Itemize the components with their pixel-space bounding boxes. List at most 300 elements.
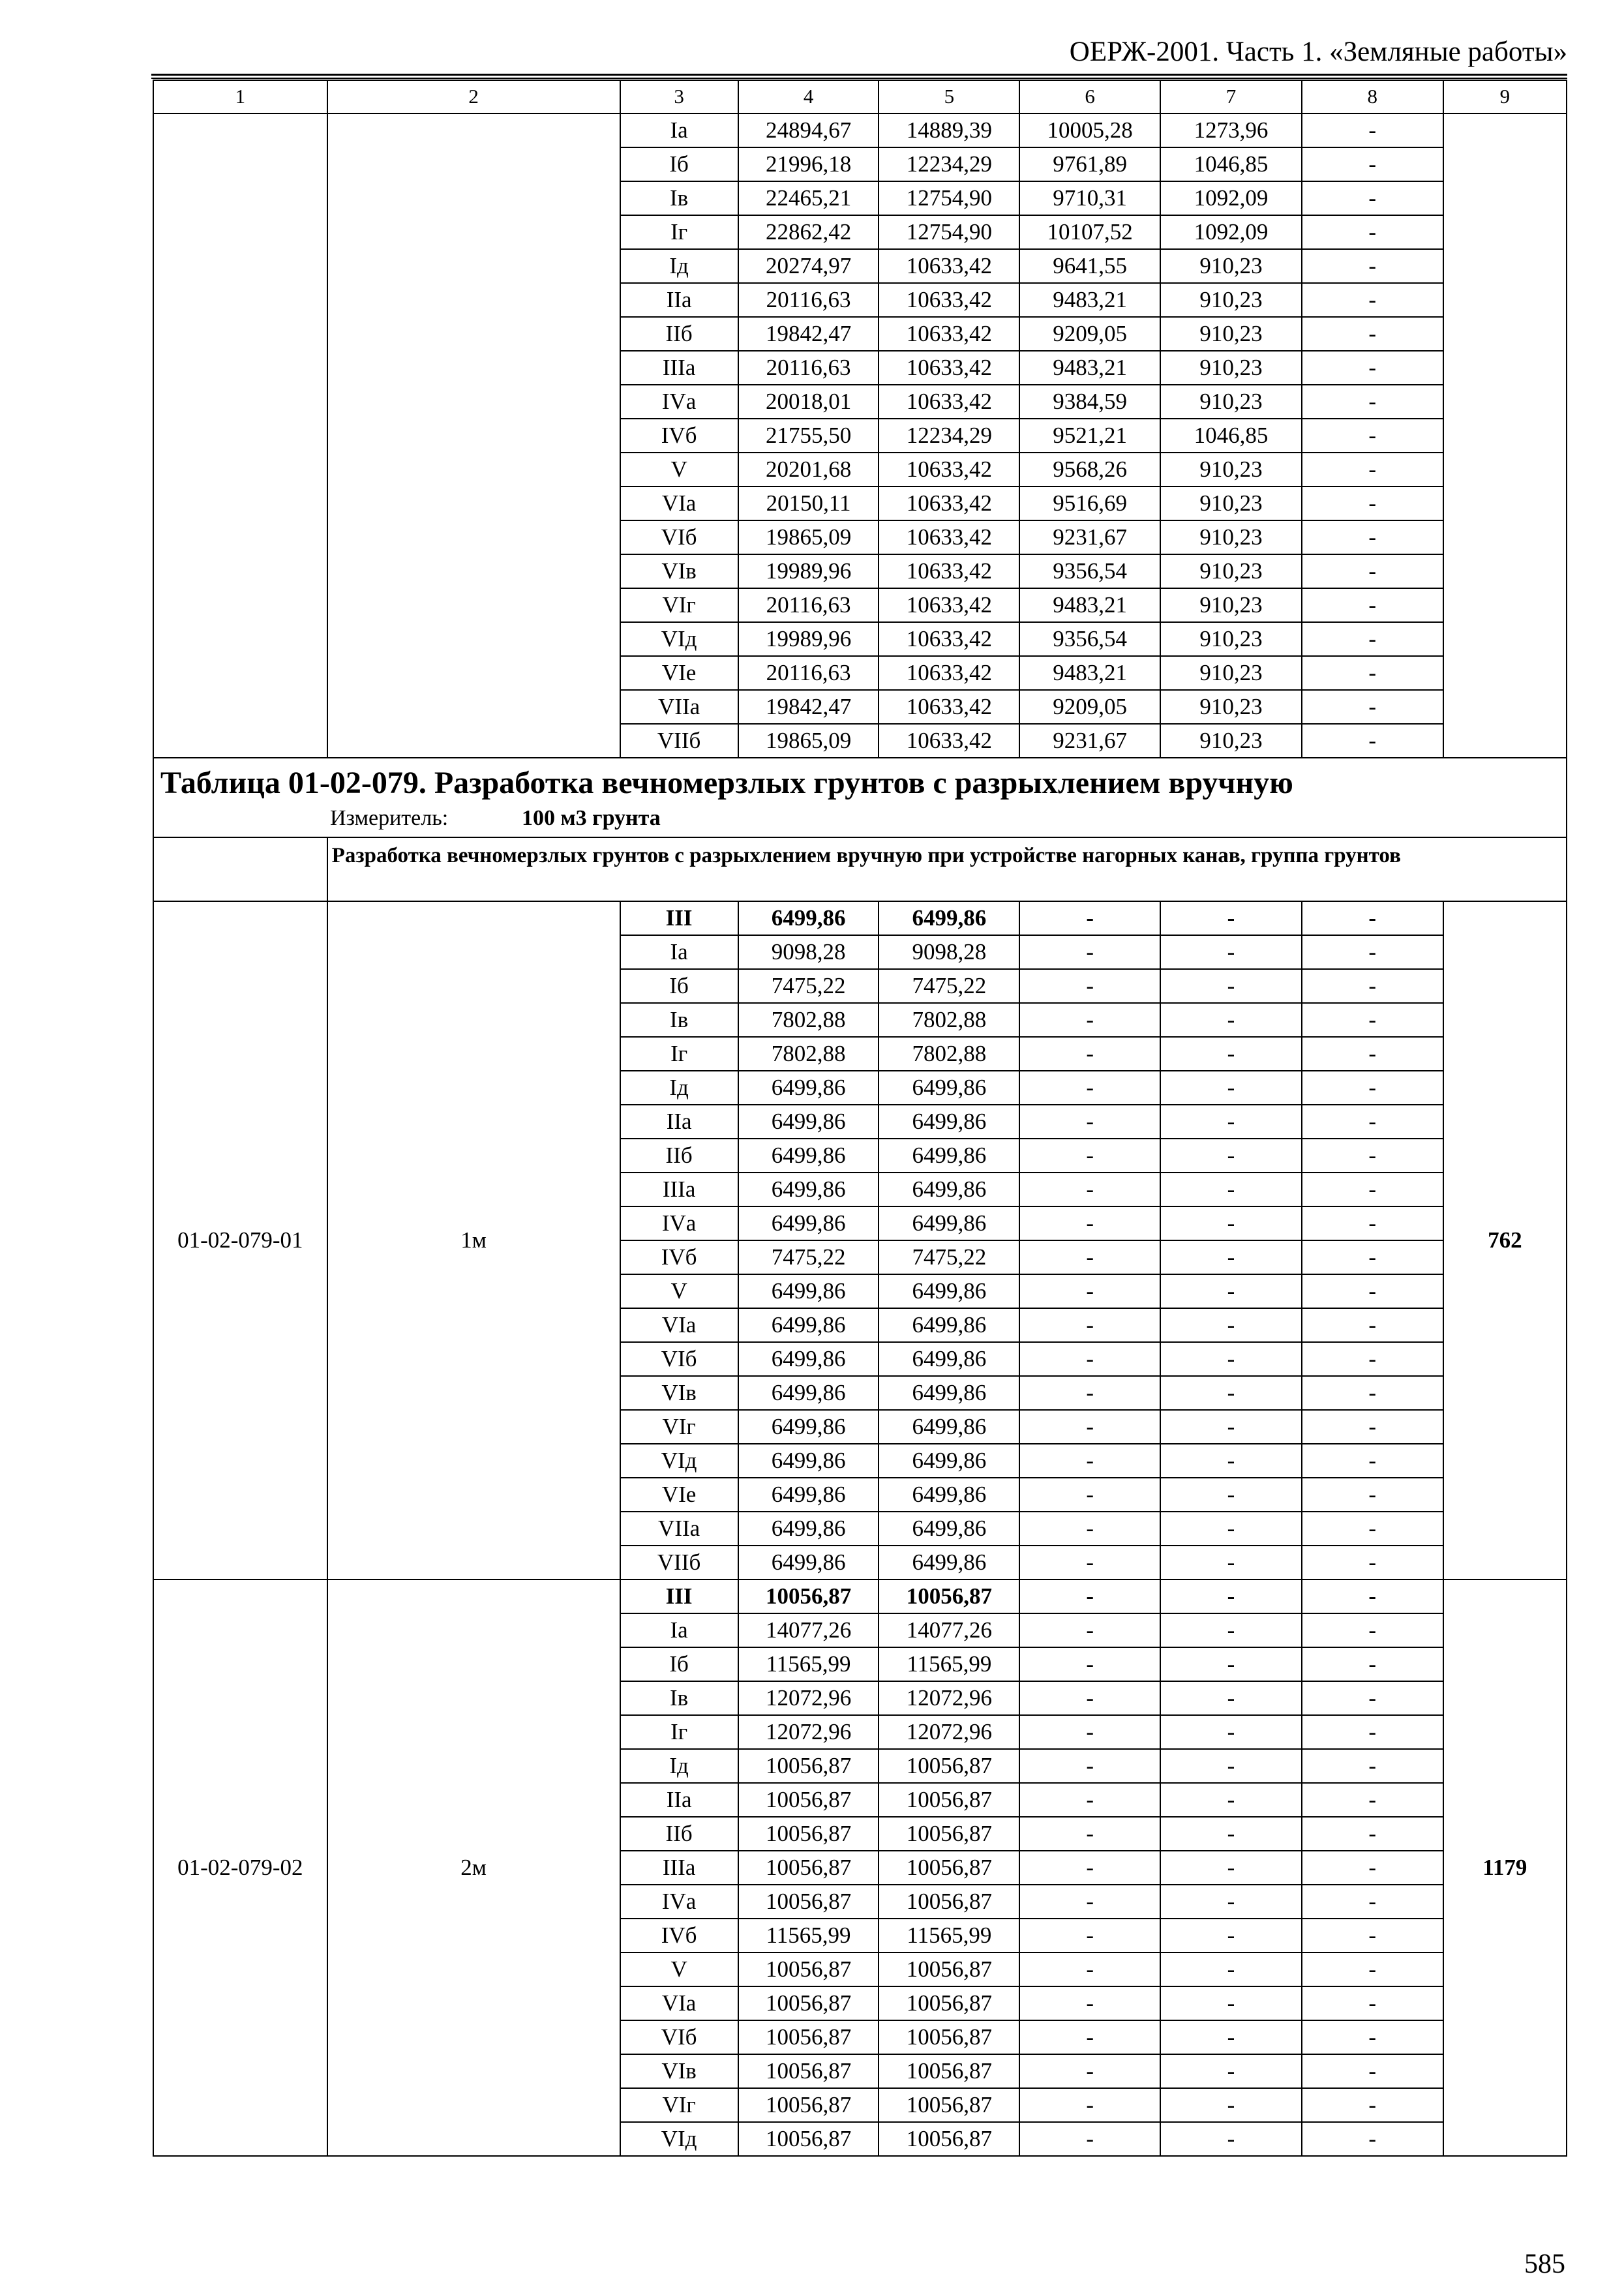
soil-group-cell: VIа [620, 1986, 738, 2020]
soil-group-cell: VIIа [620, 690, 738, 724]
value-cell: - [1160, 2122, 1302, 2156]
value-cell: - [1302, 1308, 1443, 1342]
value-cell: 910,23 [1160, 317, 1302, 351]
soil-group-cell: VIг [620, 588, 738, 622]
value-cell: 19842,47 [738, 690, 879, 724]
value-cell: 1273,96 [1160, 113, 1302, 147]
soil-group-cell: Iд [620, 249, 738, 283]
value-cell: 9521,21 [1019, 419, 1160, 453]
value-cell: - [1160, 1919, 1302, 1952]
value-cell: 19842,47 [738, 317, 879, 351]
value-cell: 6499,86 [879, 1478, 1019, 1512]
value-cell: - [1019, 1071, 1160, 1105]
value-cell: 11565,99 [738, 1647, 879, 1681]
rate-total: 762 [1443, 901, 1567, 1579]
value-cell: - [1160, 1885, 1302, 1919]
value-cell: 9516,69 [1019, 486, 1160, 520]
table-title: Таблица 01-02-079. Разработка вечномерзлых грунтов с разрыхлением вручную [160, 766, 1293, 800]
value-cell: - [1019, 1986, 1160, 2020]
value-cell: - [1302, 1342, 1443, 1376]
value-cell: - [1302, 181, 1443, 215]
soil-group-cell: Iд [620, 1749, 738, 1783]
column-number: 5 [879, 80, 1019, 113]
value-cell: 21755,50 [738, 419, 879, 453]
value-cell: 6499,86 [738, 1342, 879, 1376]
value-cell: - [1019, 1783, 1160, 1817]
soil-group-cell: IIIа [620, 1173, 738, 1206]
value-cell: 6499,86 [738, 1410, 879, 1444]
unit-label: Измеритель: [330, 805, 449, 830]
value-cell: - [1160, 1444, 1302, 1478]
column-number: 4 [738, 80, 879, 113]
value-cell: 19865,09 [738, 724, 879, 758]
value-cell: 20018,01 [738, 385, 879, 419]
value-cell: 20274,97 [738, 249, 879, 283]
value-cell: 9483,21 [1019, 351, 1160, 385]
value-cell: 6499,86 [738, 1274, 879, 1308]
value-cell: - [1019, 1037, 1160, 1071]
value-cell: - [1160, 1986, 1302, 2020]
value-cell: 6499,86 [879, 1410, 1019, 1444]
value-cell: 910,23 [1160, 249, 1302, 283]
soil-group-cell: Iг [620, 1715, 738, 1749]
value-cell: - [1160, 935, 1302, 969]
value-cell: 9483,21 [1019, 283, 1160, 317]
value-cell: - [1302, 1885, 1443, 1919]
soil-group-cell: IVб [620, 1919, 738, 1952]
value-cell: 10633,42 [879, 317, 1019, 351]
value-cell: 9483,21 [1019, 588, 1160, 622]
column-number: 9 [1443, 80, 1567, 113]
value-cell: 9356,54 [1019, 622, 1160, 656]
value-cell: - [1302, 1240, 1443, 1274]
value-cell: 7802,88 [738, 1037, 879, 1071]
value-cell: 9641,55 [1019, 249, 1160, 283]
value-cell: - [1019, 1342, 1160, 1376]
value-cell: - [1160, 1071, 1302, 1105]
soil-group-cell: VIд [620, 2122, 738, 2156]
value-cell: - [1302, 1546, 1443, 1579]
value-cell: - [1160, 901, 1302, 935]
value-cell: 12234,29 [879, 419, 1019, 453]
value-cell: 22862,42 [738, 215, 879, 249]
value-cell: 10056,87 [738, 2122, 879, 2156]
value-cell: 6499,86 [879, 1546, 1019, 1579]
soil-group-cell: IVб [620, 419, 738, 453]
value-cell: - [1302, 1037, 1443, 1071]
value-cell: 11565,99 [738, 1919, 879, 1952]
value-cell: 6499,86 [879, 1444, 1019, 1478]
soil-group-cell: VIб [620, 520, 738, 554]
soil-group-cell: III [620, 1579, 738, 1613]
rate-code: 01-02-079-01 [153, 901, 327, 1579]
value-cell: - [1302, 1783, 1443, 1817]
value-cell: - [1302, 2122, 1443, 2156]
value-cell: 7475,22 [879, 1240, 1019, 1274]
value-cell: - [1302, 1579, 1443, 1613]
value-cell: - [1302, 1105, 1443, 1139]
value-cell: 6499,86 [879, 1071, 1019, 1105]
value-cell: - [1302, 1851, 1443, 1885]
value-cell: - [1019, 1478, 1160, 1512]
soil-group-cell: IIIа [620, 351, 738, 385]
value-cell: 10056,87 [879, 2088, 1019, 2122]
soil-group-cell: Iв [620, 181, 738, 215]
soil-group-cell: Iг [620, 215, 738, 249]
value-cell: 21996,18 [738, 147, 879, 181]
value-cell: 10056,87 [879, 1817, 1019, 1851]
value-cell: 910,23 [1160, 351, 1302, 385]
table-title-cell [153, 758, 1567, 837]
value-cell: 9710,31 [1019, 181, 1160, 215]
soil-group-cell: VIг [620, 1410, 738, 1444]
value-cell: 9568,26 [1019, 453, 1160, 486]
value-cell: 910,23 [1160, 283, 1302, 317]
value-cell: 20116,63 [738, 656, 879, 690]
value-cell: 1046,85 [1160, 419, 1302, 453]
value-cell: 10633,42 [879, 622, 1019, 656]
value-cell: - [1302, 935, 1443, 969]
value-cell: - [1302, 1613, 1443, 1647]
value-cell: - [1019, 1105, 1160, 1139]
value-cell: 6499,86 [738, 1173, 879, 1206]
value-cell: - [1302, 486, 1443, 520]
value-cell: 10056,87 [879, 2020, 1019, 2054]
value-cell: - [1302, 1749, 1443, 1783]
value-cell: - [1160, 1105, 1302, 1139]
soil-group-cell: IVа [620, 1885, 738, 1919]
soil-group-cell: VIв [620, 554, 738, 588]
value-cell: - [1302, 622, 1443, 656]
value-cell: - [1160, 2088, 1302, 2122]
value-cell: 10633,42 [879, 385, 1019, 419]
value-cell: 10633,42 [879, 588, 1019, 622]
value-cell: 10633,42 [879, 656, 1019, 690]
value-cell: - [1160, 1206, 1302, 1240]
value-cell: 11565,99 [879, 1647, 1019, 1681]
value-cell: 11565,99 [879, 1919, 1019, 1952]
value-cell: - [1302, 419, 1443, 453]
value-cell: - [1302, 147, 1443, 181]
soil-group-cell: IVа [620, 1206, 738, 1240]
value-cell: 19989,96 [738, 622, 879, 656]
value-cell: - [1019, 1003, 1160, 1037]
value-cell: - [1302, 1919, 1443, 1952]
value-cell: - [1019, 1173, 1160, 1206]
value-cell: 10056,87 [879, 1783, 1019, 1817]
soil-group-cell: IVб [620, 1240, 738, 1274]
value-cell: - [1302, 1376, 1443, 1410]
value-cell: - [1302, 1478, 1443, 1512]
soil-group-cell: Iд [620, 1071, 738, 1105]
value-cell: 7475,22 [738, 969, 879, 1003]
soil-group-cell: Iг [620, 1037, 738, 1071]
value-cell: 10056,87 [879, 1986, 1019, 2020]
group-heading-cell [327, 837, 1567, 901]
soil-group-cell: Iв [620, 1681, 738, 1715]
soil-group-cell: V [620, 1274, 738, 1308]
value-cell: 6499,86 [738, 1139, 879, 1173]
value-cell: 9098,28 [738, 935, 879, 969]
value-cell: 10056,87 [738, 2020, 879, 2054]
value-cell: 10633,42 [879, 554, 1019, 588]
value-cell: 12234,29 [879, 147, 1019, 181]
value-cell: - [1019, 1952, 1160, 1986]
value-cell: - [1302, 2088, 1443, 2122]
value-cell: - [1302, 969, 1443, 1003]
header-rule-thin [151, 78, 1567, 79]
soil-group-cell: Iб [620, 969, 738, 1003]
name-cell [327, 113, 620, 758]
value-cell: 6499,86 [879, 1173, 1019, 1206]
value-cell: 1092,09 [1160, 215, 1302, 249]
value-cell: 10633,42 [879, 351, 1019, 385]
value-cell: - [1160, 1274, 1302, 1308]
soil-group-cell: IIIа [620, 1851, 738, 1885]
value-cell: 10056,87 [738, 1986, 879, 2020]
value-cell: 6499,86 [738, 1206, 879, 1240]
soil-group-cell: VIг [620, 2088, 738, 2122]
value-cell: - [1019, 2020, 1160, 2054]
value-cell: 19865,09 [738, 520, 879, 554]
value-cell: 10633,42 [879, 690, 1019, 724]
column-number: 3 [620, 80, 738, 113]
value-cell: 10056,87 [879, 1885, 1019, 1919]
value-cell: - [1302, 1512, 1443, 1546]
soil-group-cell: VIе [620, 1478, 738, 1512]
value-cell: - [1302, 351, 1443, 385]
value-cell: 6499,86 [879, 1274, 1019, 1308]
value-cell: 910,23 [1160, 453, 1302, 486]
soil-group-cell: Iв [620, 1003, 738, 1037]
value-cell: 19989,96 [738, 554, 879, 588]
rate-total: 1179 [1443, 1579, 1567, 2156]
value-cell: 14077,26 [879, 1613, 1019, 1647]
value-cell: 12072,96 [879, 1681, 1019, 1715]
value-cell: 910,23 [1160, 554, 1302, 588]
value-cell: - [1019, 1444, 1160, 1478]
soil-group-cell: Iб [620, 1647, 738, 1681]
value-cell: 10056,87 [879, 1851, 1019, 1885]
value-cell: - [1302, 215, 1443, 249]
soil-group-cell: VIIб [620, 724, 738, 758]
value-cell: - [1160, 1410, 1302, 1444]
value-cell: 910,23 [1160, 520, 1302, 554]
page-number: 585 [1524, 2249, 1565, 2279]
group-code-cell [153, 837, 327, 901]
value-cell: 14077,26 [738, 1613, 879, 1647]
soil-group-cell: VIIб [620, 1546, 738, 1579]
value-cell: - [1019, 1546, 1160, 1579]
value-cell: 6499,86 [738, 1071, 879, 1105]
value-cell: - [1302, 1139, 1443, 1173]
value-cell: - [1160, 1139, 1302, 1173]
value-cell: - [1302, 724, 1443, 758]
column-number: 1 [153, 80, 327, 113]
value-cell: 10005,28 [1019, 113, 1160, 147]
value-cell: - [1019, 2054, 1160, 2088]
soil-group-cell: VIа [620, 486, 738, 520]
soil-group-cell: IVа [620, 385, 738, 419]
value-cell: 10056,87 [738, 2054, 879, 2088]
value-cell: 20116,63 [738, 351, 879, 385]
value-cell: - [1160, 1715, 1302, 1749]
rate-name: 1м [327, 901, 620, 1579]
column-number-row [153, 80, 1567, 113]
table-row [153, 113, 1567, 147]
value-cell: - [1302, 1410, 1443, 1444]
value-cell: 910,23 [1160, 385, 1302, 419]
value-cell: - [1302, 656, 1443, 690]
soil-group-cell: VIа [620, 1308, 738, 1342]
value-cell: - [1160, 969, 1302, 1003]
rates-table [153, 80, 1567, 2157]
value-cell: 10056,87 [879, 1749, 1019, 1783]
rate-name: 2м [327, 1579, 620, 2156]
value-cell: - [1019, 1647, 1160, 1681]
soil-group-cell: VIб [620, 1342, 738, 1376]
value-cell: - [1160, 1647, 1302, 1681]
rate-code: 01-02-079-02 [153, 1579, 327, 2156]
value-cell: - [1019, 969, 1160, 1003]
value-cell: - [1302, 283, 1443, 317]
value-cell: 9356,54 [1019, 554, 1160, 588]
value-cell: - [1019, 1681, 1160, 1715]
value-cell: 6499,86 [738, 901, 879, 935]
soil-group-cell: IIб [620, 317, 738, 351]
value-cell: 10056,87 [738, 1952, 879, 1986]
soil-group-cell: IIб [620, 1139, 738, 1173]
value-cell: 6499,86 [738, 1376, 879, 1410]
column-number: 2 [327, 80, 620, 113]
value-cell: 6499,86 [879, 1342, 1019, 1376]
value-cell: - [1302, 1444, 1443, 1478]
value-cell: - [1019, 1139, 1160, 1173]
value-cell: - [1302, 1274, 1443, 1308]
value-cell: - [1160, 1376, 1302, 1410]
value-cell: - [1302, 520, 1443, 554]
soil-group-cell: Iа [620, 1613, 738, 1647]
value-cell: 14889,39 [879, 113, 1019, 147]
value-cell: 10633,42 [879, 283, 1019, 317]
value-cell: - [1302, 113, 1443, 147]
column-number: 6 [1019, 80, 1160, 113]
unit-value: 100 м3 грунта [522, 805, 661, 830]
value-cell: 910,23 [1160, 588, 1302, 622]
soil-group-cell: VIд [620, 1444, 738, 1478]
value-cell: 22465,21 [738, 181, 879, 215]
value-cell: 12754,90 [879, 181, 1019, 215]
value-cell: - [1019, 1851, 1160, 1885]
value-cell: - [1160, 1681, 1302, 1715]
value-cell: - [1019, 901, 1160, 935]
value-cell: - [1019, 1715, 1160, 1749]
value-cell: - [1302, 2020, 1443, 2054]
value-cell: - [1160, 1613, 1302, 1647]
value-cell: - [1019, 1919, 1160, 1952]
value-cell: - [1302, 2054, 1443, 2088]
group-heading-row [153, 837, 1567, 901]
value-cell: 20201,68 [738, 453, 879, 486]
value-cell: - [1019, 1885, 1160, 1919]
value-cell: 6499,86 [879, 1308, 1019, 1342]
value-cell: - [1160, 1003, 1302, 1037]
value-cell: - [1160, 1952, 1302, 1986]
value-cell: - [1302, 1173, 1443, 1206]
table-title-row [153, 758, 1567, 837]
value-cell: 10056,87 [738, 1817, 879, 1851]
value-cell: 6499,86 [738, 1105, 879, 1139]
value-cell: 10056,87 [738, 1783, 879, 1817]
value-cell: 20116,63 [738, 283, 879, 317]
value-cell: 10107,52 [1019, 215, 1160, 249]
value-cell: 9761,89 [1019, 147, 1160, 181]
value-cell: 6499,86 [879, 1139, 1019, 1173]
total-cell [1443, 113, 1567, 758]
value-cell: - [1019, 2122, 1160, 2156]
value-cell: - [1160, 1478, 1302, 1512]
soil-group-cell: VIв [620, 2054, 738, 2088]
value-cell: 6499,86 [738, 1478, 879, 1512]
value-cell: - [1019, 1240, 1160, 1274]
value-cell: 12072,96 [738, 1681, 879, 1715]
value-cell: - [1302, 1071, 1443, 1105]
value-cell: - [1302, 554, 1443, 588]
value-cell: 12072,96 [738, 1715, 879, 1749]
value-cell: 10056,87 [738, 2088, 879, 2122]
soil-group-cell: V [620, 1952, 738, 1986]
value-cell: 910,23 [1160, 622, 1302, 656]
value-cell: - [1160, 1342, 1302, 1376]
soil-group-cell: IIа [620, 283, 738, 317]
table-row [153, 1579, 1567, 1613]
value-cell: 10056,87 [738, 1749, 879, 1783]
value-cell: 20150,11 [738, 486, 879, 520]
value-cell: 10633,42 [879, 486, 1019, 520]
value-cell: 10056,87 [879, 2054, 1019, 2088]
soil-group-cell: Iа [620, 935, 738, 969]
value-cell: - [1160, 2054, 1302, 2088]
value-cell: 9231,67 [1019, 724, 1160, 758]
page-header-title: ОЕРЖ-2001. Часть 1. «Земляные работы» [1069, 37, 1567, 67]
value-cell: - [1302, 385, 1443, 419]
value-cell: - [1302, 1003, 1443, 1037]
soil-group-cell: Iб [620, 147, 738, 181]
value-cell: 6499,86 [738, 1512, 879, 1546]
value-cell: 9209,05 [1019, 690, 1160, 724]
soil-group-cell: III [620, 901, 738, 935]
value-cell: 10056,87 [738, 1885, 879, 1919]
value-cell: 10056,87 [879, 1952, 1019, 1986]
value-cell: - [1302, 1986, 1443, 2020]
value-cell: 1046,85 [1160, 147, 1302, 181]
value-cell: 10056,87 [738, 1851, 879, 1885]
value-cell: - [1160, 1173, 1302, 1206]
soil-group-cell: IIа [620, 1105, 738, 1139]
value-cell: 7802,88 [738, 1003, 879, 1037]
code-cell [153, 113, 327, 758]
value-cell: - [1019, 1308, 1160, 1342]
value-cell: 7802,88 [879, 1037, 1019, 1071]
value-cell: - [1019, 1274, 1160, 1308]
value-cell: 6499,86 [879, 901, 1019, 935]
value-cell: 9384,59 [1019, 385, 1160, 419]
value-cell: 910,23 [1160, 486, 1302, 520]
unit-line [154, 803, 1566, 835]
header-rule [151, 74, 1567, 76]
value-cell: 6499,86 [738, 1444, 879, 1478]
table-row [153, 901, 1567, 935]
